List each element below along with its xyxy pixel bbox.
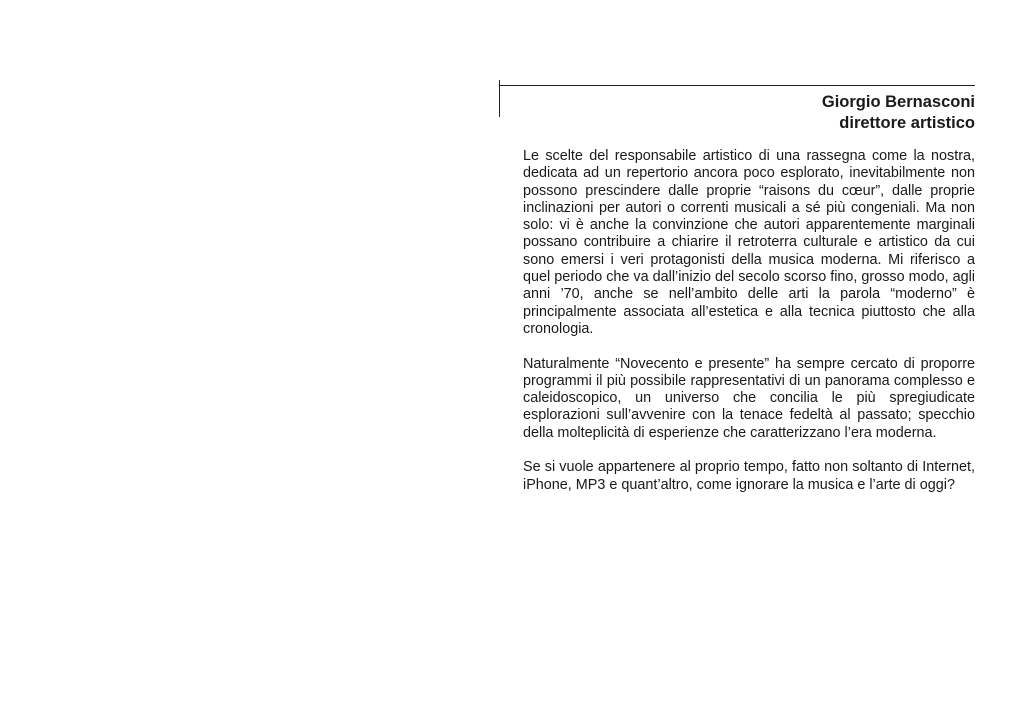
paragraph-3: Se si vuole appartenere al proprio tempo, fatto non soltanto di Internet, iPhone, MP3 e quant’altro, come ignorare la musica e l’arte di oggi? (523, 459, 975, 493)
author-role: direttore artistico (839, 114, 975, 132)
paragraph-2: Naturalmente “Novecento e presente” ha sempre cercato di proporre programmi il più possibile rappresentativi di un panorama complesso e caleidoscopico, un universo che concilia le più spregiudicate esplorazioni sull’avvenire con la tenace fedeltà al passato; specchio della molteplicità di esperienze che caratterizzano l’era moderna. (523, 355, 975, 441)
article-body (523, 148, 975, 494)
author-name: Giorgio Bernasconi (821, 93, 975, 111)
paragraph-1: Le scelte del responsabile artistico di una rassegna come la nostra, dedicata ad un repertorio ancora poco esplorato, inevitabilmente non possono prescindere dalle proprie “raisons du cœur”, dalle proprie inclinazioni per autori o correnti musicali a sé più congeniali. Ma non solo: vi è anche la convinzione che autori apparentemente marginali possano contribuire a chiarire il retroterra culturale e artistico da cui sono emersi i veri protagonisti della musica moderna. Mi riferisco a quel periodo che va dall’inizio del secolo scorso fino, grosso modo, agli anni ’70, anche se nell’ambito delle arti la parola “moderno” è principalmente associata all’estetica e alla tecnica piuttosto che alla cronologia. (523, 148, 975, 337)
header-rule (499, 85, 975, 86)
author-header (520, 92, 975, 134)
